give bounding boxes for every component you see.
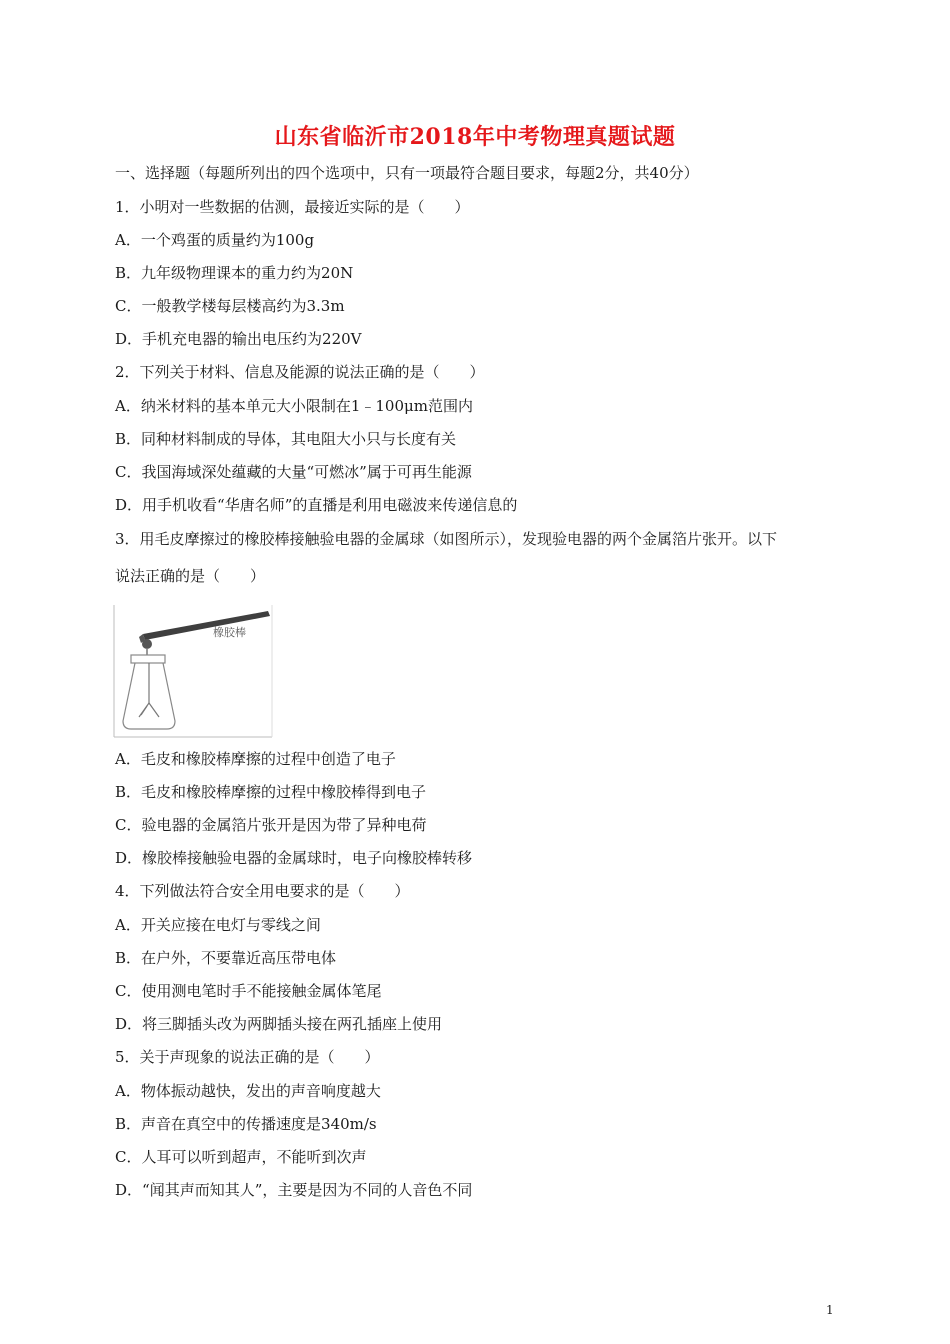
question-1-option-b: B．九年级物理课本的重力约为20N xyxy=(115,264,354,282)
question-5-option-d: D．“闻其声而知其人”，主要是因为不同的人音色不同 xyxy=(115,1181,473,1199)
question-4-option-a: A．开关应接在电灯与零线之间 xyxy=(115,916,321,934)
question-1-stem: 1．小明对一些数据的估测，最接近实际的是（ ） xyxy=(115,198,470,216)
question-3-option-c: C．验电器的金属箔片张开是因为带了异种电荷 xyxy=(115,816,427,834)
question-3-option-a: A．毛皮和橡胶棒摩擦的过程中创造了电子 xyxy=(115,750,396,768)
question-4-option-c: C．使用测电笔时手不能接触金属体笔尾 xyxy=(115,982,382,1000)
question-5-option-c: C．人耳可以听到超声，不能听到次声 xyxy=(115,1148,367,1166)
question-5-option-b: B．声音在真空中的传播速度是340m/s xyxy=(115,1115,377,1133)
section-heading: 一、选择题（每题所列出的四个选项中，只有一项最符合题目要求，每题2分，共40分） xyxy=(115,164,699,182)
question-4-stem: 4．下列做法符合安全用电要求的是（ ） xyxy=(115,882,410,900)
question-4-option-b: B．在户外，不要靠近高压带电体 xyxy=(115,949,337,967)
question-2-option-c: C．我国海域深处蕴藏的大量“可燃冰”属于可再生能源 xyxy=(115,463,472,481)
question-2-stem: 2．下列关于材料、信息及能源的说法正确的是（ ） xyxy=(115,363,485,381)
rubber-rod xyxy=(139,611,270,643)
question-2-option-d: D．用手机收看“华唐名师”的直播是利用电磁波来传递信息的 xyxy=(115,496,518,514)
question-1-option-a: A．一个鸡蛋的质量约为100g xyxy=(115,231,315,249)
document-title: 山东省临沂市2018年中考物理真题试题 xyxy=(274,124,676,150)
metal-ball xyxy=(142,639,152,649)
question-2-option-b: B．同种材料制成的导体，其电阻大小只与长度有关 xyxy=(115,430,457,448)
page-number: 1 xyxy=(826,1303,834,1317)
question-1-option-d: D．手机充电器的输出电压约为220V xyxy=(115,330,362,348)
metal-foils xyxy=(139,703,159,717)
rubber-rod-label: 橡胶棒 xyxy=(213,626,246,639)
question-2-option-a: A．纳米材料的基本单元大小限制在1﹣100μm范围内 xyxy=(115,397,473,415)
question-3-stem-line-1: 3．用毛皮摩擦过的橡胶棒接触验电器的金属球（如图所示），发现验电器的两个金属箔片张开。以下 xyxy=(115,530,778,548)
question-3-stem-line-2: 说法正确的是（ ） xyxy=(115,567,266,585)
question-3-option-b: B．毛皮和橡胶棒摩擦的过程中橡胶棒得到电子 xyxy=(115,783,427,801)
question-1-option-c: C．一般教学楼每层楼高约为3.3m xyxy=(115,297,345,315)
question-3-option-d: D．橡胶棒接触验电器的金属球时，电子向橡胶棒转移 xyxy=(115,849,473,867)
question-5-option-a: A．物体振动越快，发出的声音响度越大 xyxy=(115,1082,381,1100)
question-5-stem: 5．关于声现象的说法正确的是（ ） xyxy=(115,1048,380,1066)
question-4-option-d: D．将三脚插头改为两脚插头接在两孔插座上使用 xyxy=(115,1015,443,1033)
electroscope-figure xyxy=(113,603,273,739)
